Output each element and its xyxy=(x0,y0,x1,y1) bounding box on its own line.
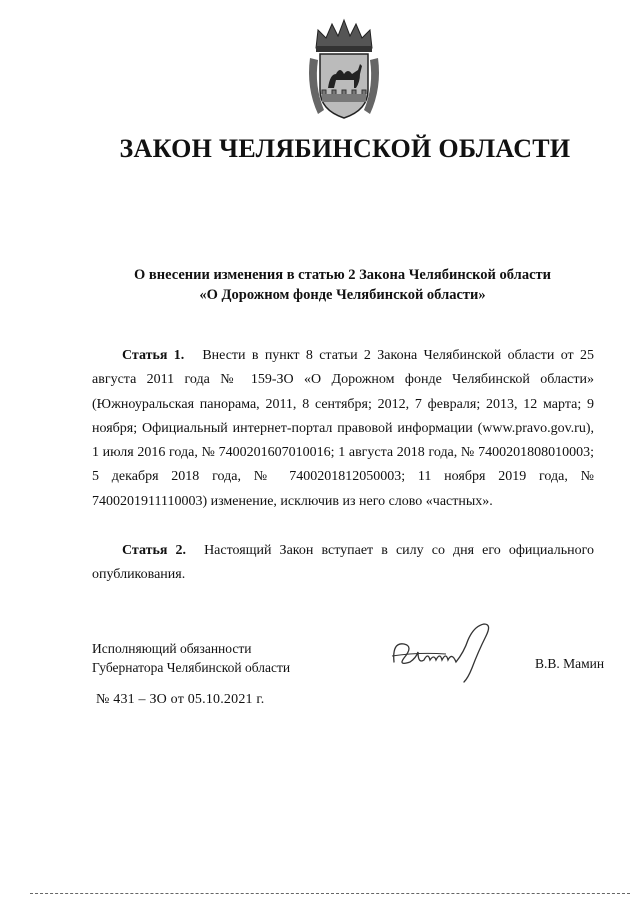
law-subtitle xyxy=(90,265,595,305)
signer-position xyxy=(92,639,352,677)
article-2-text: Настоящий Закон вступает в силу со дня его официального опубликования. xyxy=(92,543,594,583)
article-1-heading: Статья 1. xyxy=(122,348,185,363)
law-subtitle-line-2: «О Дорожном фонде Челябинской области» xyxy=(199,287,486,303)
coat-of-arms-icon xyxy=(304,18,384,122)
signer-name: В.В. Мамин xyxy=(535,656,605,671)
law-number-date: № 431 – ЗО от 05.10.2021 г. xyxy=(96,692,265,707)
article-1-text: Внести в пункт 8 статьи 2 Закона Челябинской области от 25 августа 2011 года № 159-ЗО «О Дорожном фонде Челябинской области» (Южноуральская панорама, 2011, 8 сентября; 2012, 7 февраля; 2013, 12 марта; 9 ноября; Официальный интернет-портал правовой информации (www.pravo.gov.ru), 1 июля 2016 года, № 7400201607010016; 1 августа 2018 года, № 7400201808010003; 5 декабря 2018 года, № 7400201812050003; 11 ноября 2019 года, № 7400201911110003) изменение, исключив из него слово «частных». xyxy=(92,348,595,509)
article-2 xyxy=(92,539,594,588)
handwritten-signature-icon xyxy=(388,622,498,684)
signer-position-line-2: Губернатора Челябинской области xyxy=(92,660,291,675)
article-1 xyxy=(92,344,594,514)
law-title: ЗАКОН ЧЕЛЯБИНСКОЙ ОБЛАСТИ xyxy=(119,134,571,163)
article-2-heading: Статья 2. xyxy=(122,543,187,558)
law-subtitle-line-1: О внесении изменения в статью 2 Закона Челябинской области xyxy=(134,267,551,283)
signer-position-line-1: Исполняющий обязанности xyxy=(92,641,252,656)
bottom-divider xyxy=(30,893,630,894)
